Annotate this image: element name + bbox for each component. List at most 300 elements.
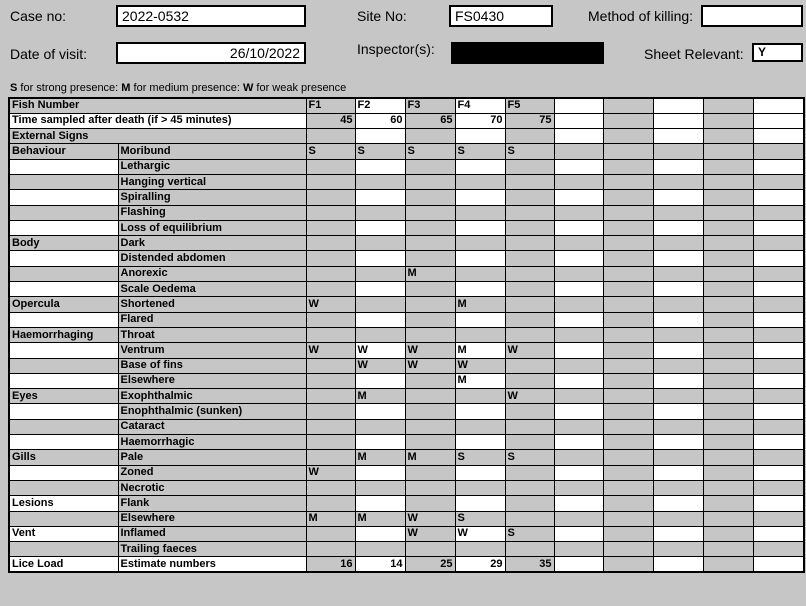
sign-value-cell[interactable] <box>554 465 603 480</box>
lice-count-cell[interactable] <box>554 557 603 572</box>
sign-value-cell[interactable] <box>703 526 753 541</box>
sign-value-cell[interactable] <box>703 251 753 266</box>
sign-value-cell[interactable] <box>355 542 405 557</box>
sign-value-cell[interactable] <box>753 174 804 189</box>
sign-value-cell[interactable] <box>505 282 554 297</box>
sign-value-cell[interactable] <box>405 312 455 327</box>
fish-number-cell[interactable]: F2 <box>355 98 405 113</box>
sign-value-cell[interactable] <box>405 327 455 342</box>
external-signs-cell[interactable] <box>653 129 703 144</box>
sign-value-cell[interactable] <box>603 404 653 419</box>
sign-value-cell[interactable] <box>653 343 703 358</box>
fish-number-cell[interactable] <box>554 98 603 113</box>
sign-value-cell[interactable] <box>603 389 653 404</box>
sign-value-cell[interactable] <box>355 220 405 235</box>
sign-value-cell[interactable] <box>405 465 455 480</box>
time-sampled-cell[interactable] <box>753 113 804 128</box>
sign-value-cell[interactable]: W <box>505 389 554 404</box>
lice-count-cell[interactable]: 16 <box>306 557 355 572</box>
fish-number-cell[interactable] <box>603 98 653 113</box>
sign-value-cell[interactable] <box>653 144 703 159</box>
sign-value-cell[interactable] <box>653 159 703 174</box>
sign-value-cell[interactable] <box>405 404 455 419</box>
sign-value-cell[interactable] <box>505 404 554 419</box>
sign-value-cell[interactable] <box>554 159 603 174</box>
sign-value-cell[interactable]: W <box>405 358 455 373</box>
sign-value-cell[interactable] <box>603 419 653 434</box>
sign-value-cell[interactable] <box>554 358 603 373</box>
sign-value-cell[interactable] <box>703 542 753 557</box>
sign-value-cell[interactable] <box>554 205 603 220</box>
sign-value-cell[interactable] <box>653 526 703 541</box>
sign-value-cell[interactable] <box>306 480 355 495</box>
sign-value-cell[interactable] <box>753 266 804 281</box>
sign-value-cell[interactable]: S <box>306 144 355 159</box>
sign-value-cell[interactable] <box>355 190 405 205</box>
sign-value-cell[interactable]: S <box>405 144 455 159</box>
sign-value-cell[interactable] <box>455 282 505 297</box>
sign-value-cell[interactable] <box>603 205 653 220</box>
sign-value-cell[interactable] <box>505 312 554 327</box>
sign-value-cell[interactable] <box>455 496 505 511</box>
sign-value-cell[interactable] <box>455 327 505 342</box>
sign-value-cell[interactable] <box>753 220 804 235</box>
sign-value-cell[interactable] <box>603 297 653 312</box>
sign-value-cell[interactable] <box>703 480 753 495</box>
sign-value-cell[interactable] <box>505 220 554 235</box>
sign-value-cell[interactable] <box>455 480 505 495</box>
sign-value-cell[interactable] <box>753 144 804 159</box>
sign-value-cell[interactable] <box>703 174 753 189</box>
sign-value-cell[interactable] <box>753 297 804 312</box>
time-sampled-cell[interactable]: 75 <box>505 113 554 128</box>
fish-number-cell[interactable]: F1 <box>306 98 355 113</box>
sign-value-cell[interactable] <box>653 373 703 388</box>
sign-value-cell[interactable]: M <box>405 450 455 465</box>
lice-count-cell[interactable]: 35 <box>505 557 554 572</box>
sign-value-cell[interactable]: W <box>405 526 455 541</box>
sign-value-cell[interactable] <box>603 327 653 342</box>
sign-value-cell[interactable] <box>703 220 753 235</box>
sign-value-cell[interactable] <box>554 542 603 557</box>
sign-value-cell[interactable] <box>653 404 703 419</box>
sign-value-cell[interactable] <box>703 496 753 511</box>
sign-value-cell[interactable] <box>306 404 355 419</box>
sign-value-cell[interactable] <box>405 496 455 511</box>
sign-value-cell[interactable] <box>603 159 653 174</box>
sign-value-cell[interactable] <box>405 297 455 312</box>
sign-value-cell[interactable] <box>505 236 554 251</box>
sign-value-cell[interactable] <box>505 480 554 495</box>
sign-value-cell[interactable] <box>455 465 505 480</box>
sign-value-cell[interactable] <box>405 419 455 434</box>
sign-value-cell[interactable] <box>653 190 703 205</box>
sign-value-cell[interactable] <box>355 266 405 281</box>
sign-value-cell[interactable] <box>306 389 355 404</box>
sign-value-cell[interactable] <box>753 343 804 358</box>
sign-value-cell[interactable] <box>405 205 455 220</box>
sign-value-cell[interactable]: S <box>505 450 554 465</box>
sign-value-cell[interactable] <box>505 205 554 220</box>
sign-value-cell[interactable] <box>306 236 355 251</box>
sign-value-cell[interactable]: W <box>505 343 554 358</box>
sign-value-cell[interactable]: W <box>455 358 505 373</box>
sign-value-cell[interactable] <box>554 297 603 312</box>
sign-value-cell[interactable]: S <box>505 144 554 159</box>
sign-value-cell[interactable] <box>703 358 753 373</box>
sign-value-cell[interactable] <box>355 159 405 174</box>
sign-value-cell[interactable]: M <box>355 450 405 465</box>
method-of-killing-field[interactable] <box>701 5 803 27</box>
sign-value-cell[interactable] <box>653 450 703 465</box>
sign-value-cell[interactable] <box>653 220 703 235</box>
sign-value-cell[interactable] <box>653 312 703 327</box>
sign-value-cell[interactable] <box>306 190 355 205</box>
fish-number-cell[interactable]: F5 <box>505 98 554 113</box>
sign-value-cell[interactable] <box>505 327 554 342</box>
sign-value-cell[interactable]: W <box>405 343 455 358</box>
sign-value-cell[interactable] <box>703 144 753 159</box>
sign-value-cell[interactable]: W <box>405 511 455 526</box>
sign-value-cell[interactable] <box>653 174 703 189</box>
sign-value-cell[interactable] <box>306 358 355 373</box>
time-sampled-cell[interactable]: 70 <box>455 113 505 128</box>
sign-value-cell[interactable] <box>405 190 455 205</box>
time-sampled-cell[interactable]: 65 <box>405 113 455 128</box>
sign-value-cell[interactable] <box>653 465 703 480</box>
sign-value-cell[interactable] <box>554 236 603 251</box>
sign-value-cell[interactable] <box>703 511 753 526</box>
sign-value-cell[interactable] <box>505 496 554 511</box>
sign-value-cell[interactable] <box>455 190 505 205</box>
time-sampled-cell[interactable] <box>653 113 703 128</box>
fish-number-cell[interactable] <box>753 98 804 113</box>
external-signs-cell[interactable] <box>753 129 804 144</box>
sign-value-cell[interactable] <box>554 190 603 205</box>
sign-value-cell[interactable] <box>505 419 554 434</box>
sign-value-cell[interactable] <box>653 282 703 297</box>
sign-value-cell[interactable] <box>455 266 505 281</box>
external-signs-cell[interactable] <box>405 129 455 144</box>
sign-value-cell[interactable] <box>455 435 505 450</box>
fish-number-cell[interactable] <box>653 98 703 113</box>
sign-value-cell[interactable] <box>753 327 804 342</box>
sign-value-cell[interactable] <box>355 327 405 342</box>
sign-value-cell[interactable] <box>405 542 455 557</box>
sign-value-cell[interactable] <box>405 174 455 189</box>
sign-value-cell[interactable] <box>306 435 355 450</box>
sign-value-cell[interactable] <box>753 373 804 388</box>
sign-value-cell[interactable]: S <box>355 144 405 159</box>
sign-value-cell[interactable] <box>554 327 603 342</box>
sign-value-cell[interactable] <box>505 511 554 526</box>
sign-value-cell[interactable] <box>753 358 804 373</box>
sign-value-cell[interactable] <box>703 327 753 342</box>
lice-count-cell[interactable]: 14 <box>355 557 405 572</box>
sign-value-cell[interactable] <box>753 480 804 495</box>
sign-value-cell[interactable] <box>455 419 505 434</box>
sign-value-cell[interactable] <box>306 312 355 327</box>
sign-value-cell[interactable]: M <box>355 511 405 526</box>
sign-value-cell[interactable] <box>603 450 653 465</box>
site-number-field[interactable]: FS0430 <box>449 5 553 27</box>
sign-value-cell[interactable] <box>703 205 753 220</box>
sign-value-cell[interactable] <box>306 159 355 174</box>
lice-count-cell[interactable] <box>753 557 804 572</box>
sign-value-cell[interactable] <box>455 312 505 327</box>
sign-value-cell[interactable]: S <box>455 144 505 159</box>
sign-value-cell[interactable] <box>505 373 554 388</box>
sign-value-cell[interactable] <box>554 282 603 297</box>
sign-value-cell[interactable] <box>355 236 405 251</box>
sign-value-cell[interactable] <box>753 404 804 419</box>
sign-value-cell[interactable] <box>703 236 753 251</box>
sign-value-cell[interactable] <box>355 480 405 495</box>
sign-value-cell[interactable] <box>703 159 753 174</box>
sign-value-cell[interactable]: S <box>455 450 505 465</box>
sign-value-cell[interactable] <box>306 205 355 220</box>
sign-value-cell[interactable] <box>703 435 753 450</box>
sign-value-cell[interactable] <box>306 174 355 189</box>
sign-value-cell[interactable]: M <box>306 511 355 526</box>
sign-value-cell[interactable] <box>603 236 653 251</box>
sign-value-cell[interactable] <box>355 465 405 480</box>
sign-value-cell[interactable]: W <box>306 297 355 312</box>
sign-value-cell[interactable] <box>455 404 505 419</box>
sign-value-cell[interactable] <box>405 159 455 174</box>
sign-value-cell[interactable] <box>703 282 753 297</box>
sign-value-cell[interactable] <box>554 144 603 159</box>
sign-value-cell[interactable] <box>603 343 653 358</box>
sign-value-cell[interactable] <box>554 450 603 465</box>
sign-value-cell[interactable] <box>653 496 703 511</box>
sign-value-cell[interactable] <box>653 236 703 251</box>
sign-value-cell[interactable] <box>753 526 804 541</box>
sign-value-cell[interactable] <box>753 419 804 434</box>
sign-value-cell[interactable] <box>405 435 455 450</box>
sign-value-cell[interactable] <box>603 511 653 526</box>
sign-value-cell[interactable] <box>355 174 405 189</box>
sign-value-cell[interactable] <box>455 220 505 235</box>
sign-value-cell[interactable] <box>405 480 455 495</box>
sign-value-cell[interactable] <box>703 465 753 480</box>
sign-value-cell[interactable] <box>554 404 603 419</box>
sign-value-cell[interactable] <box>603 480 653 495</box>
sign-value-cell[interactable] <box>306 373 355 388</box>
sign-value-cell[interactable] <box>455 159 505 174</box>
time-sampled-cell[interactable] <box>554 113 603 128</box>
sign-value-cell[interactable] <box>554 220 603 235</box>
sign-value-cell[interactable] <box>603 373 653 388</box>
sign-value-cell[interactable] <box>455 542 505 557</box>
sign-value-cell[interactable] <box>653 205 703 220</box>
sign-value-cell[interactable]: W <box>306 465 355 480</box>
sign-value-cell[interactable] <box>753 511 804 526</box>
lice-count-cell[interactable]: 29 <box>455 557 505 572</box>
sign-value-cell[interactable] <box>505 174 554 189</box>
sign-value-cell[interactable]: M <box>355 389 405 404</box>
sign-value-cell[interactable] <box>505 190 554 205</box>
sign-value-cell[interactable] <box>753 312 804 327</box>
sign-value-cell[interactable] <box>753 389 804 404</box>
sign-value-cell[interactable] <box>455 236 505 251</box>
sign-value-cell[interactable]: M <box>455 373 505 388</box>
sign-value-cell[interactable] <box>505 159 554 174</box>
sign-value-cell[interactable] <box>355 435 405 450</box>
sign-value-cell[interactable] <box>554 266 603 281</box>
sign-value-cell[interactable] <box>603 526 653 541</box>
sign-value-cell[interactable] <box>306 419 355 434</box>
time-sampled-cell[interactable]: 60 <box>355 113 405 128</box>
sign-value-cell[interactable] <box>603 496 653 511</box>
sign-value-cell[interactable] <box>405 236 455 251</box>
sign-value-cell[interactable] <box>653 389 703 404</box>
sign-value-cell[interactable] <box>703 190 753 205</box>
sign-value-cell[interactable] <box>703 266 753 281</box>
sign-value-cell[interactable] <box>603 190 653 205</box>
external-signs-cell[interactable] <box>505 129 554 144</box>
sign-value-cell[interactable] <box>603 266 653 281</box>
sign-value-cell[interactable] <box>753 251 804 266</box>
sign-value-cell[interactable] <box>703 312 753 327</box>
fish-number-cell[interactable]: F3 <box>405 98 455 113</box>
sign-value-cell[interactable] <box>653 297 703 312</box>
sign-value-cell[interactable] <box>306 450 355 465</box>
sign-value-cell[interactable] <box>505 297 554 312</box>
sign-value-cell[interactable] <box>653 480 703 495</box>
sign-value-cell[interactable] <box>554 174 603 189</box>
sign-value-cell[interactable] <box>355 205 405 220</box>
sign-value-cell[interactable] <box>554 480 603 495</box>
sign-value-cell[interactable] <box>603 220 653 235</box>
sign-value-cell[interactable] <box>603 465 653 480</box>
sign-value-cell[interactable] <box>703 404 753 419</box>
sign-value-cell[interactable]: W <box>306 343 355 358</box>
lice-count-cell[interactable] <box>703 557 753 572</box>
sign-value-cell[interactable] <box>603 312 653 327</box>
sign-value-cell[interactable] <box>306 266 355 281</box>
sign-value-cell[interactable] <box>505 542 554 557</box>
sign-value-cell[interactable] <box>653 419 703 434</box>
sign-value-cell[interactable]: S <box>455 511 505 526</box>
sign-value-cell[interactable] <box>753 435 804 450</box>
sign-value-cell[interactable] <box>554 389 603 404</box>
sign-value-cell[interactable] <box>455 389 505 404</box>
sign-value-cell[interactable] <box>355 526 405 541</box>
sign-value-cell[interactable] <box>355 312 405 327</box>
sign-value-cell[interactable] <box>603 542 653 557</box>
sign-value-cell[interactable] <box>355 404 405 419</box>
sign-value-cell[interactable] <box>455 174 505 189</box>
sign-value-cell[interactable]: W <box>455 526 505 541</box>
sign-value-cell[interactable] <box>753 159 804 174</box>
sign-value-cell[interactable] <box>405 282 455 297</box>
lice-count-cell[interactable]: 25 <box>405 557 455 572</box>
sign-value-cell[interactable] <box>653 542 703 557</box>
sign-value-cell[interactable] <box>355 496 405 511</box>
sign-value-cell[interactable] <box>554 435 603 450</box>
sign-value-cell[interactable]: W <box>355 358 405 373</box>
sign-value-cell[interactable] <box>306 526 355 541</box>
lice-count-cell[interactable] <box>653 557 703 572</box>
sign-value-cell[interactable] <box>554 373 603 388</box>
sign-value-cell[interactable] <box>703 450 753 465</box>
sign-value-cell[interactable] <box>653 327 703 342</box>
sign-value-cell[interactable] <box>455 205 505 220</box>
sign-value-cell[interactable]: W <box>355 343 405 358</box>
sign-value-cell[interactable] <box>753 190 804 205</box>
sign-value-cell[interactable] <box>653 435 703 450</box>
sign-value-cell[interactable] <box>753 236 804 251</box>
sign-value-cell[interactable] <box>653 266 703 281</box>
sign-value-cell[interactable] <box>603 358 653 373</box>
sign-value-cell[interactable] <box>603 435 653 450</box>
sign-value-cell[interactable] <box>703 297 753 312</box>
sign-value-cell[interactable] <box>355 282 405 297</box>
sign-value-cell[interactable] <box>505 435 554 450</box>
sign-value-cell[interactable] <box>554 496 603 511</box>
sign-value-cell[interactable] <box>554 419 603 434</box>
sign-value-cell[interactable] <box>405 389 455 404</box>
case-number-field[interactable]: 2022-0532 <box>116 5 306 27</box>
sign-value-cell[interactable] <box>703 419 753 434</box>
sign-value-cell[interactable] <box>753 205 804 220</box>
sign-value-cell[interactable] <box>554 312 603 327</box>
sign-value-cell[interactable] <box>554 251 603 266</box>
sign-value-cell[interactable] <box>405 220 455 235</box>
sheet-relevant-field[interactable]: Y <box>752 43 803 62</box>
sign-value-cell[interactable]: S <box>505 526 554 541</box>
sign-value-cell[interactable] <box>703 373 753 388</box>
sign-value-cell[interactable] <box>355 419 405 434</box>
sign-value-cell[interactable] <box>505 266 554 281</box>
sign-value-cell[interactable] <box>753 450 804 465</box>
time-sampled-cell[interactable]: 45 <box>306 113 355 128</box>
time-sampled-cell[interactable] <box>603 113 653 128</box>
sign-value-cell[interactable] <box>355 251 405 266</box>
sign-value-cell[interactable] <box>554 526 603 541</box>
sign-value-cell[interactable] <box>355 297 405 312</box>
fish-number-cell[interactable] <box>703 98 753 113</box>
sign-value-cell[interactable] <box>505 465 554 480</box>
sign-value-cell[interactable] <box>753 282 804 297</box>
sign-value-cell[interactable] <box>703 389 753 404</box>
sign-value-cell[interactable] <box>653 358 703 373</box>
sign-value-cell[interactable] <box>753 496 804 511</box>
external-signs-cell[interactable] <box>355 129 405 144</box>
sign-value-cell[interactable] <box>505 358 554 373</box>
sign-value-cell[interactable]: M <box>405 266 455 281</box>
sign-value-cell[interactable] <box>455 251 505 266</box>
sign-value-cell[interactable] <box>653 251 703 266</box>
external-signs-cell[interactable] <box>455 129 505 144</box>
lice-count-cell[interactable] <box>603 557 653 572</box>
sign-value-cell[interactable]: M <box>455 343 505 358</box>
sign-value-cell[interactable] <box>554 343 603 358</box>
sign-value-cell[interactable] <box>603 251 653 266</box>
external-signs-cell[interactable] <box>306 129 355 144</box>
sign-value-cell[interactable] <box>306 496 355 511</box>
sign-value-cell[interactable] <box>405 373 455 388</box>
sign-value-cell[interactable] <box>355 373 405 388</box>
sign-value-cell[interactable] <box>306 282 355 297</box>
external-signs-cell[interactable] <box>554 129 603 144</box>
sign-value-cell[interactable] <box>603 144 653 159</box>
time-sampled-cell[interactable] <box>703 113 753 128</box>
sign-value-cell[interactable] <box>306 327 355 342</box>
sign-value-cell[interactable] <box>753 465 804 480</box>
sign-value-cell[interactable] <box>554 511 603 526</box>
